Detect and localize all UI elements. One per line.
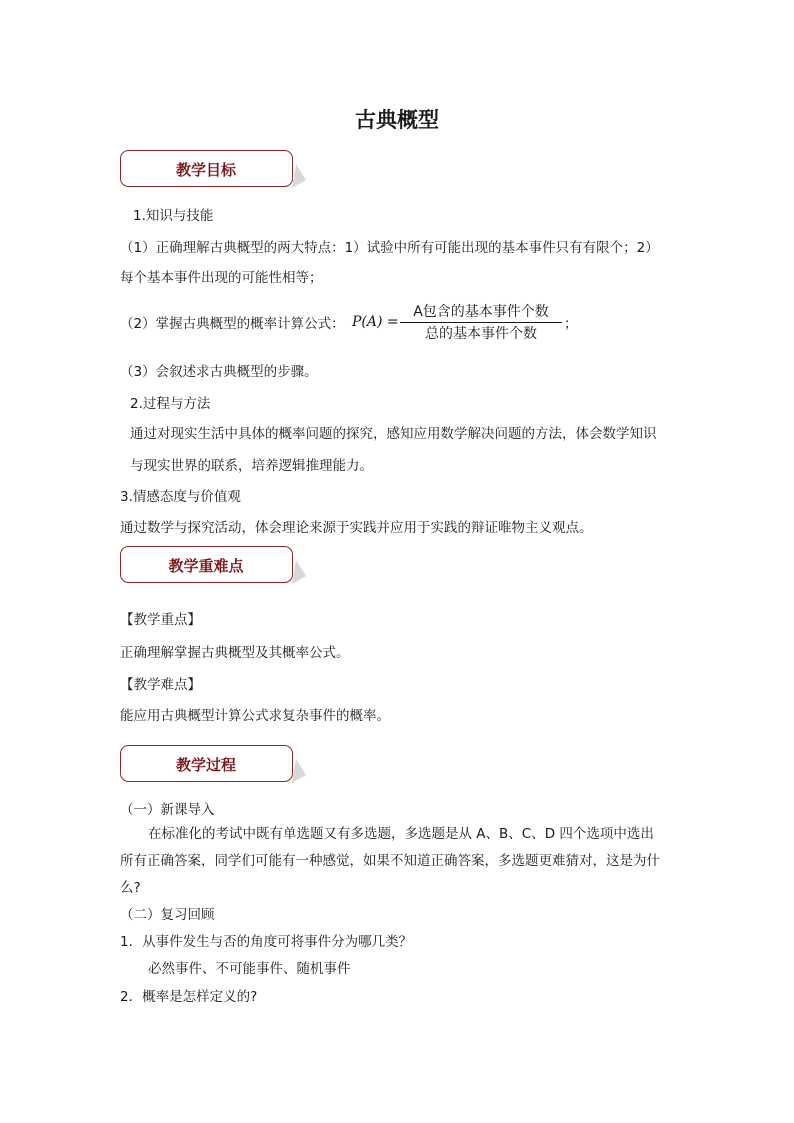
goal-heading-1: 1.知识与技能: [133, 208, 214, 224]
goal-text-3: （3）会叙述求古典概型的步骤。: [120, 364, 318, 380]
key-text-focus: 正确理解掌握古典概型及其概率公式。: [120, 645, 350, 661]
section-label-key-points: 教学重难点: [168, 557, 244, 575]
formula-denominator: 总的基本事件个数: [400, 322, 562, 344]
process-text-1a: 在标准化的考试中既有单选题又有多选题，多选题是从 A、B、C、D 四个选项中选出: [148, 826, 654, 842]
goal-text-1b: 每个基本事件出现的可能性相等；: [120, 270, 323, 286]
goal-heading-3: 3.情感态度与价值观: [120, 489, 241, 505]
page-title: 古典概型: [355, 107, 439, 132]
goal-heading-2: 2.过程与方法: [130, 396, 211, 412]
process-question-2: 2．概率是怎样定义的?: [120, 989, 258, 1005]
goal-text-4a: 通过对现实生活中具体的概率问题的探究，感知应用数学解决问题的方法，体会数学知识: [130, 426, 657, 442]
process-answer-1: 必然事件、不可能事件、随机事件: [148, 961, 351, 977]
section-header-key-points: [120, 546, 380, 590]
process-text-1b: 所有正确答案，同学们可能有一种感觉，如果不知道正确答案，多选题更难猜对，这是为什: [120, 853, 660, 869]
process-heading-2: （二）复习回顾: [120, 907, 215, 923]
formula-end: ；: [564, 316, 578, 332]
goal-text-1a: （1）正确理解古典概型的两大特点：1）试验中所有可能出现的基本事件只有有限个；2）: [120, 240, 659, 256]
goal-text-2: （2）掌握古典概型的概率计算公式：: [120, 316, 345, 332]
key-text-difficult: 能应用古典概型计算公式求复杂事件的概率。: [120, 708, 390, 724]
section-label-goals: 教学目标: [175, 161, 236, 179]
formula-numerator: A包含的基本事件个数: [413, 304, 549, 320]
formula-fraction: [400, 302, 562, 344]
goal-text-5: 通过数学与探究活动，体会理论来源于实践并应用于实践的辩证唯物主义观点。: [120, 520, 593, 536]
section-header-process: [120, 745, 380, 789]
formula-lhs: P(A) =: [352, 314, 399, 330]
process-text-1c: 么?: [120, 880, 141, 896]
process-heading-1: （一）新课导入: [120, 802, 215, 818]
goal-text-4b: 与现实世界的联系，培养逻辑推理能力。: [130, 458, 373, 474]
process-question-1: 1．从事件发生与否的角度可将事件分为哪几类？: [120, 934, 413, 950]
section-label-process: 教学过程: [175, 756, 236, 774]
section-header-goals: [120, 150, 380, 194]
key-heading-focus: 【教学重点】: [120, 612, 201, 628]
key-heading-difficult: 【教学难点】: [120, 677, 201, 693]
